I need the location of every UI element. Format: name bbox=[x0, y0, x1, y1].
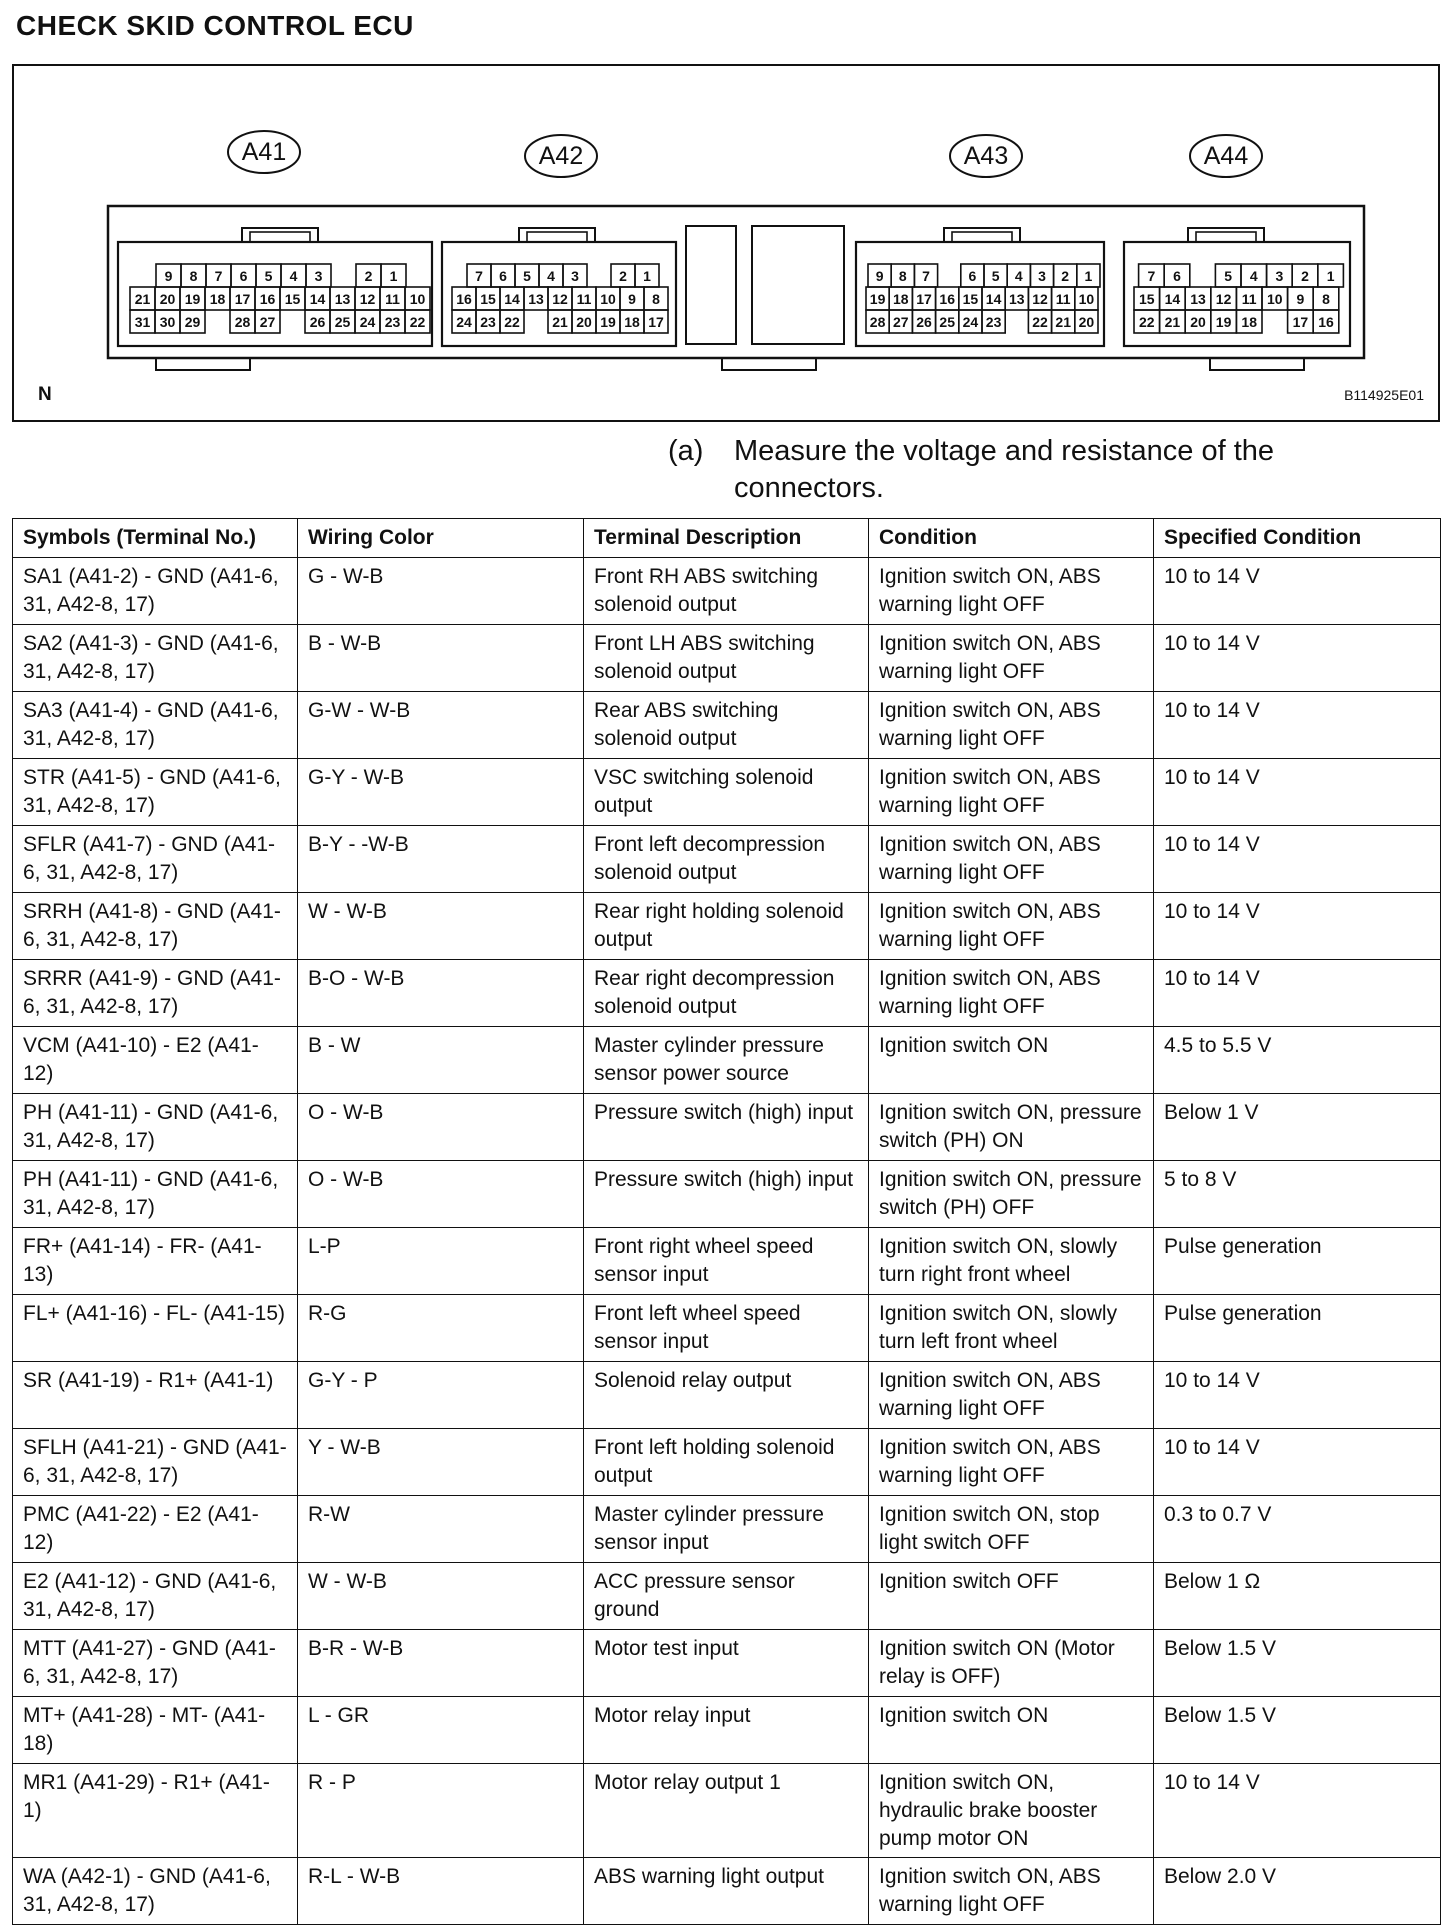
cell-condition: Ignition switch ON, stop light switch OFF bbox=[869, 1496, 1154, 1563]
pin-number: 1 bbox=[643, 268, 651, 284]
cell-symbols: SA3 (A41-4) - GND (A41-6, 31, A42-8, 17) bbox=[13, 692, 298, 759]
pin-number: 6 bbox=[239, 268, 248, 284]
cell-symbols: SFLH (A41-21) - GND (A41-6, 31, A42-8, 17) bbox=[13, 1429, 298, 1496]
cell-terminal-description: Motor test input bbox=[584, 1630, 869, 1697]
cell-wiring-color: B - W-B bbox=[298, 625, 584, 692]
connector-label-a44: A44 bbox=[1203, 142, 1249, 170]
pin-number: 8 bbox=[1322, 291, 1330, 307]
cell-condition: Ignition switch ON, ABS warning light OFF bbox=[869, 692, 1154, 759]
pin-number: 27 bbox=[893, 314, 909, 330]
cell-terminal-description: Front right wheel speed sensor input bbox=[584, 1228, 869, 1295]
pin-number: 22 bbox=[1139, 314, 1155, 330]
table-header-row bbox=[13, 519, 1441, 558]
pin-number: 11 bbox=[1055, 291, 1071, 307]
connector-latch bbox=[944, 228, 1020, 242]
header-condition: Condition bbox=[869, 519, 1154, 558]
cell-terminal-description: Front RH ABS switching solenoid output bbox=[584, 558, 869, 625]
housing-tab bbox=[156, 358, 250, 370]
pin-number: 17 bbox=[648, 314, 664, 330]
cell-specified-condition: 10 to 14 V bbox=[1154, 1429, 1441, 1496]
cell-wiring-color: G - W-B bbox=[298, 558, 584, 625]
pin-number: 10 bbox=[600, 291, 616, 307]
table-row bbox=[13, 1563, 1441, 1630]
cell-condition: Ignition switch ON, ABS warning light OFF bbox=[869, 1429, 1154, 1496]
pin-number: 4 bbox=[547, 268, 555, 284]
cell-condition: Ignition switch ON (Motor relay is OFF) bbox=[869, 1630, 1154, 1697]
pin-number: 22 bbox=[504, 314, 520, 330]
pin-number: 13 bbox=[1009, 291, 1025, 307]
pin-number: 22 bbox=[409, 314, 426, 330]
pin-number: 4 bbox=[1249, 268, 1258, 284]
cell-condition: Ignition switch ON, pressure switch (PH) ON bbox=[869, 1094, 1154, 1161]
table-row bbox=[13, 759, 1441, 826]
pin-number: 10 bbox=[409, 291, 426, 307]
table-row bbox=[13, 1295, 1441, 1362]
pin-number: 17 bbox=[1292, 314, 1309, 330]
pin-number: 14 bbox=[309, 291, 326, 307]
cell-symbols: WA (A42-1) - GND (A41-6, 31, A42-8, 17) bbox=[13, 1858, 298, 1925]
pin-number: 3 bbox=[571, 268, 579, 284]
pin-number: 2 bbox=[619, 268, 627, 284]
table-body bbox=[13, 558, 1441, 1925]
pin-number: 7 bbox=[1147, 268, 1156, 284]
pin-number: 9 bbox=[1296, 291, 1305, 307]
cell-terminal-description: Solenoid relay output bbox=[584, 1362, 869, 1429]
cell-condition: Ignition switch ON, ABS warning light OFF bbox=[869, 893, 1154, 960]
cell-specified-condition: 10 to 14 V bbox=[1154, 826, 1441, 893]
connector-latch bbox=[1188, 228, 1264, 242]
cell-condition: Ignition switch OFF bbox=[869, 1563, 1154, 1630]
cell-condition: Ignition switch ON, slowly turn left front wheel bbox=[869, 1295, 1154, 1362]
cell-specified-condition: 10 to 14 V bbox=[1154, 625, 1441, 692]
pin-number: 21 bbox=[1164, 314, 1181, 330]
cell-wiring-color: W - W-B bbox=[298, 1563, 584, 1630]
cell-terminal-description: Front left decompression solenoid output bbox=[584, 826, 869, 893]
cell-wiring-color: B-R - W-B bbox=[298, 1630, 584, 1697]
note-text: Measure the voltage and resistance of the connectors. bbox=[734, 435, 1275, 504]
pin-number: 20 bbox=[159, 291, 176, 307]
cell-wiring-color: R-L - W-B bbox=[298, 1858, 584, 1925]
table-row bbox=[13, 625, 1441, 692]
pin-number: 28 bbox=[234, 314, 251, 330]
connector-latch bbox=[519, 228, 595, 242]
cell-condition: Ignition switch ON, ABS warning light OFF bbox=[869, 1362, 1154, 1429]
pin-number: 23 bbox=[985, 314, 1002, 330]
header-specified-condition: Specified Condition bbox=[1154, 519, 1441, 558]
pin-number: 17 bbox=[916, 291, 932, 307]
cell-terminal-description: ABS warning light output bbox=[584, 1858, 869, 1925]
cell-specified-condition: Below 1 Ω bbox=[1154, 1563, 1441, 1630]
pin-number: 15 bbox=[480, 291, 496, 307]
pin-number: 2 bbox=[1061, 268, 1070, 284]
pin-number: 31 bbox=[134, 314, 151, 330]
pin-number: 5 bbox=[1224, 268, 1233, 284]
cell-wiring-color: R-W bbox=[298, 1496, 584, 1563]
table-row bbox=[13, 1764, 1441, 1858]
cell-symbols: PMC (A41-22) - E2 (A41-12) bbox=[13, 1496, 298, 1563]
pin-number: 12 bbox=[552, 291, 568, 307]
pin-number: 7 bbox=[475, 268, 483, 284]
table-row bbox=[13, 1630, 1441, 1697]
pin-number: 13 bbox=[334, 291, 351, 307]
pin-number: 13 bbox=[1190, 291, 1206, 307]
cell-terminal-description: ACC pressure sensor ground bbox=[584, 1563, 869, 1630]
pin-number: 27 bbox=[259, 314, 276, 330]
cell-terminal-description: Motor relay input bbox=[584, 1697, 869, 1764]
cell-symbols: PH (A41-11) - GND (A41-6, 31, A42-8, 17) bbox=[13, 1094, 298, 1161]
cell-specified-condition: 10 to 14 V bbox=[1154, 759, 1441, 826]
pin-number: 18 bbox=[209, 291, 226, 307]
cell-specified-condition: Below 1.5 V bbox=[1154, 1697, 1441, 1764]
cell-symbols: E2 (A41-12) - GND (A41-6, 31, A42-8, 17) bbox=[13, 1563, 298, 1630]
pin-number: 6 bbox=[968, 268, 977, 284]
cell-symbols: MTT (A41-27) - GND (A41-6, 31, A42-8, 17) bbox=[13, 1630, 298, 1697]
cell-terminal-description: Pressure switch (high) input bbox=[584, 1094, 869, 1161]
cell-specified-condition: 4.5 to 5.5 V bbox=[1154, 1027, 1441, 1094]
pin-number: 12 bbox=[1215, 291, 1232, 307]
table-row bbox=[13, 1496, 1441, 1563]
connector-latch-slot bbox=[952, 232, 1012, 242]
pin-number: 3 bbox=[314, 268, 323, 284]
table-row bbox=[13, 1027, 1441, 1094]
pin-number: 14 bbox=[1164, 291, 1181, 307]
cell-terminal-description: Master cylinder pressure sensor input bbox=[584, 1496, 869, 1563]
connector-diagram-svg bbox=[14, 66, 1442, 424]
connector-label-a41: A41 bbox=[241, 138, 287, 166]
cell-symbols: VCM (A41-10) - E2 (A41-12) bbox=[13, 1027, 298, 1094]
pin-number: 3 bbox=[1275, 268, 1284, 284]
cell-symbols: MT+ (A41-28) - MT- (A41-18) bbox=[13, 1697, 298, 1764]
cell-wiring-color: B - W bbox=[298, 1027, 584, 1094]
connector-latch-slot bbox=[527, 232, 587, 242]
header-wiring-color: Wiring Color bbox=[298, 519, 584, 558]
cell-terminal-description: Front left wheel speed sensor input bbox=[584, 1295, 869, 1362]
cell-wiring-color: R-G bbox=[298, 1295, 584, 1362]
pin-number: 25 bbox=[939, 314, 955, 330]
cell-specified-condition: 10 to 14 V bbox=[1154, 1764, 1441, 1858]
pin-number: 16 bbox=[939, 291, 955, 307]
table-row bbox=[13, 1362, 1441, 1429]
pin-number: 7 bbox=[922, 268, 930, 284]
pin-number: 4 bbox=[289, 268, 298, 284]
connector-latch bbox=[242, 228, 318, 242]
connector-latch-slot bbox=[1196, 232, 1256, 242]
cell-terminal-description: Front LH ABS switching solenoid output bbox=[584, 625, 869, 692]
cell-terminal-description: Rear ABS switching solenoid output bbox=[584, 692, 869, 759]
cell-symbols: PH (A41-11) - GND (A41-6, 31, A42-8, 17) bbox=[13, 1161, 298, 1228]
table-row bbox=[13, 558, 1441, 625]
cell-symbols: SRRR (A41-9) - GND (A41-6, 31, A42-8, 17) bbox=[13, 960, 298, 1027]
pin-number: 2 bbox=[1301, 268, 1309, 284]
pin-number: 12 bbox=[359, 291, 376, 307]
cell-terminal-description: Pressure switch (high) input bbox=[584, 1161, 869, 1228]
pin-number: 12 bbox=[1032, 291, 1048, 307]
pin-number: 2 bbox=[364, 268, 373, 284]
pin-number: 6 bbox=[1173, 268, 1181, 284]
cell-condition: Ignition switch ON, pressure switch (PH) OFF bbox=[869, 1161, 1154, 1228]
pin-number: 1 bbox=[389, 268, 398, 284]
cell-symbols: MR1 (A41-29) - R1+ (A41-1) bbox=[13, 1764, 298, 1858]
cell-wiring-color: O - W-B bbox=[298, 1161, 584, 1228]
pin-number: 5 bbox=[264, 268, 273, 284]
pin-number: 28 bbox=[869, 314, 886, 330]
page-title: CHECK SKID CONTROL ECU bbox=[16, 10, 414, 41]
connector-label-a42: A42 bbox=[538, 142, 584, 170]
housing-tab bbox=[722, 358, 816, 370]
cell-specified-condition: 5 to 8 V bbox=[1154, 1161, 1441, 1228]
cell-wiring-color: W - W-B bbox=[298, 893, 584, 960]
pin-number: 23 bbox=[480, 314, 496, 330]
cell-wiring-color: L - GR bbox=[298, 1697, 584, 1764]
table-row bbox=[13, 826, 1441, 893]
table-row bbox=[13, 1429, 1441, 1496]
header-terminal-description: Terminal Description bbox=[584, 519, 869, 558]
pin-number: 9 bbox=[628, 291, 636, 307]
pin-number: 11 bbox=[576, 291, 592, 307]
pin-number: 4 bbox=[1014, 268, 1023, 284]
center-blank bbox=[686, 226, 736, 344]
connector-latch-slot bbox=[250, 232, 310, 242]
table-row bbox=[13, 893, 1441, 960]
cell-specified-condition: Below 1 V bbox=[1154, 1094, 1441, 1161]
cell-symbols: SA2 (A41-3) - GND (A41-6, 31, A42-8, 17) bbox=[13, 625, 298, 692]
pin-number: 11 bbox=[1241, 291, 1257, 307]
cell-symbols: SA1 (A41-2) - GND (A41-6, 31, A42-8, 17) bbox=[13, 558, 298, 625]
pin-number: 1 bbox=[1084, 268, 1093, 284]
table-row bbox=[13, 960, 1441, 1027]
cell-specified-condition: 10 to 14 V bbox=[1154, 1362, 1441, 1429]
pin-number: 3 bbox=[1038, 268, 1046, 284]
pin-number: 16 bbox=[1318, 314, 1334, 330]
cell-wiring-color: G-Y - P bbox=[298, 1362, 584, 1429]
pin-number: 30 bbox=[159, 314, 176, 330]
pin-number: 21 bbox=[552, 314, 568, 330]
pin-number: 20 bbox=[576, 314, 592, 330]
pin-number: 26 bbox=[309, 314, 326, 330]
housing-tab bbox=[1210, 358, 1304, 370]
connector-label-a43: A43 bbox=[963, 142, 1009, 170]
pin-number: 26 bbox=[916, 314, 932, 330]
table-row bbox=[13, 1697, 1441, 1764]
cell-terminal-description: Motor relay output 1 bbox=[584, 1764, 869, 1858]
cell-symbols: FR+ (A41-14) - FR- (A41-13) bbox=[13, 1228, 298, 1295]
cell-condition: Ignition switch ON, ABS warning light OFF bbox=[869, 759, 1154, 826]
pin-number: 15 bbox=[1139, 291, 1155, 307]
connector-diagram bbox=[12, 64, 1440, 422]
cell-condition: Ignition switch ON, ABS warning light OFF bbox=[869, 558, 1154, 625]
pin-number: 11 bbox=[385, 291, 400, 307]
corner-label: N bbox=[38, 384, 52, 405]
cell-terminal-description: Master cylinder pressure sensor power source bbox=[584, 1027, 869, 1094]
figure-id: B114925E01 bbox=[1344, 387, 1424, 403]
cell-specified-condition: 10 to 14 V bbox=[1154, 558, 1441, 625]
header-symbols: Symbols (Terminal No.) bbox=[13, 519, 298, 558]
cell-specified-condition: Below 1.5 V bbox=[1154, 1630, 1441, 1697]
cell-symbols: SFLR (A41-7) - GND (A41-6, 31, A42-8, 17) bbox=[13, 826, 298, 893]
pin-number: 18 bbox=[1241, 314, 1257, 330]
table-row bbox=[13, 1161, 1441, 1228]
pin-number: 19 bbox=[600, 314, 616, 330]
pin-number: 1 bbox=[1326, 268, 1335, 284]
pin-number: 19 bbox=[1215, 314, 1232, 330]
pin-number: 19 bbox=[869, 291, 886, 307]
pin-number: 14 bbox=[985, 291, 1002, 307]
pin-number: 9 bbox=[875, 268, 884, 284]
cell-condition: Ignition switch ON bbox=[869, 1697, 1154, 1764]
pin-number: 6 bbox=[499, 268, 507, 284]
cell-specified-condition: 10 to 14 V bbox=[1154, 960, 1441, 1027]
cell-specified-condition: 0.3 to 0.7 V bbox=[1154, 1496, 1441, 1563]
pin-number: 5 bbox=[523, 268, 531, 284]
center-blank bbox=[752, 226, 844, 344]
pin-number: 24 bbox=[456, 314, 472, 330]
cell-wiring-color: L-P bbox=[298, 1228, 584, 1295]
pin-number: 24 bbox=[962, 314, 979, 330]
pin-number: 24 bbox=[359, 314, 376, 330]
terminal-spec-table bbox=[12, 518, 1441, 1925]
pin-number: 5 bbox=[991, 268, 1000, 284]
table-row bbox=[13, 1228, 1441, 1295]
cell-wiring-color: R - P bbox=[298, 1764, 584, 1858]
pin-number: 9 bbox=[164, 268, 173, 284]
note-marker: (a) bbox=[668, 435, 704, 467]
cell-wiring-color: Y - W-B bbox=[298, 1429, 584, 1496]
pin-number: 18 bbox=[624, 314, 640, 330]
table-row bbox=[13, 1094, 1441, 1161]
cell-wiring-color: O - W-B bbox=[298, 1094, 584, 1161]
cell-specified-condition: Pulse generation bbox=[1154, 1295, 1441, 1362]
cell-condition: Ignition switch ON, ABS warning light OFF bbox=[869, 1858, 1154, 1925]
pin-number: 10 bbox=[1078, 291, 1095, 307]
cell-symbols: STR (A41-5) - GND (A41-6, 31, A42-8, 17) bbox=[13, 759, 298, 826]
cell-wiring-color: B-Y - -W-B bbox=[298, 826, 584, 893]
pin-number: 20 bbox=[1190, 314, 1206, 330]
pin-number: 23 bbox=[384, 314, 401, 330]
cell-terminal-description: Front left holding solenoid output bbox=[584, 1429, 869, 1496]
pin-number: 21 bbox=[1055, 314, 1071, 330]
pin-number: 10 bbox=[1267, 291, 1283, 307]
pin-number: 15 bbox=[284, 291, 301, 307]
cell-condition: Ignition switch ON, hydraulic brake booster pump motor ON bbox=[869, 1764, 1154, 1858]
pin-number: 8 bbox=[189, 268, 198, 284]
pin-number: 13 bbox=[528, 291, 544, 307]
pin-number: 25 bbox=[334, 314, 351, 330]
pin-number: 15 bbox=[962, 291, 979, 307]
cell-condition: Ignition switch ON, slowly turn right front wheel bbox=[869, 1228, 1154, 1295]
table-row bbox=[13, 692, 1441, 759]
cell-condition: Ignition switch ON, ABS warning light OFF bbox=[869, 960, 1154, 1027]
table-row bbox=[13, 1858, 1441, 1925]
pin-number: 8 bbox=[652, 291, 660, 307]
pin-number: 8 bbox=[898, 268, 907, 284]
pin-number: 14 bbox=[504, 291, 520, 307]
cell-wiring-color: B-O - W-B bbox=[298, 960, 584, 1027]
cell-symbols: FL+ (A41-16) - FL- (A41-15) bbox=[13, 1295, 298, 1362]
cell-terminal-description: Rear right decompression solenoid output bbox=[584, 960, 869, 1027]
pin-number: 19 bbox=[184, 291, 201, 307]
pin-number: 21 bbox=[134, 291, 151, 307]
pin-number: 20 bbox=[1078, 314, 1095, 330]
pin-number: 16 bbox=[456, 291, 472, 307]
cell-terminal-description: Rear right holding solenoid output bbox=[584, 893, 869, 960]
pin-number: 16 bbox=[259, 291, 276, 307]
cell-wiring-color: G-W - W-B bbox=[298, 692, 584, 759]
cell-specified-condition: Pulse generation bbox=[1154, 1228, 1441, 1295]
cell-symbols: SRRH (A41-8) - GND (A41-6, 31, A42-8, 17) bbox=[13, 893, 298, 960]
pin-number: 22 bbox=[1032, 314, 1048, 330]
cell-condition: Ignition switch ON bbox=[869, 1027, 1154, 1094]
cell-specified-condition: 10 to 14 V bbox=[1154, 893, 1441, 960]
cell-specified-condition: Below 2.0 V bbox=[1154, 1858, 1441, 1925]
cell-symbols: SR (A41-19) - R1+ (A41-1) bbox=[13, 1362, 298, 1429]
cell-condition: Ignition switch ON, ABS warning light OFF bbox=[869, 625, 1154, 692]
pin-number: 18 bbox=[893, 291, 909, 307]
cell-terminal-description: VSC switching solenoid output bbox=[584, 759, 869, 826]
cell-wiring-color: G-Y - W-B bbox=[298, 759, 584, 826]
pin-number: 7 bbox=[214, 268, 223, 284]
cell-specified-condition: 10 to 14 V bbox=[1154, 692, 1441, 759]
pin-number: 17 bbox=[234, 291, 251, 307]
pin-number: 29 bbox=[184, 314, 201, 330]
cell-condition: Ignition switch ON, ABS warning light OFF bbox=[869, 826, 1154, 893]
